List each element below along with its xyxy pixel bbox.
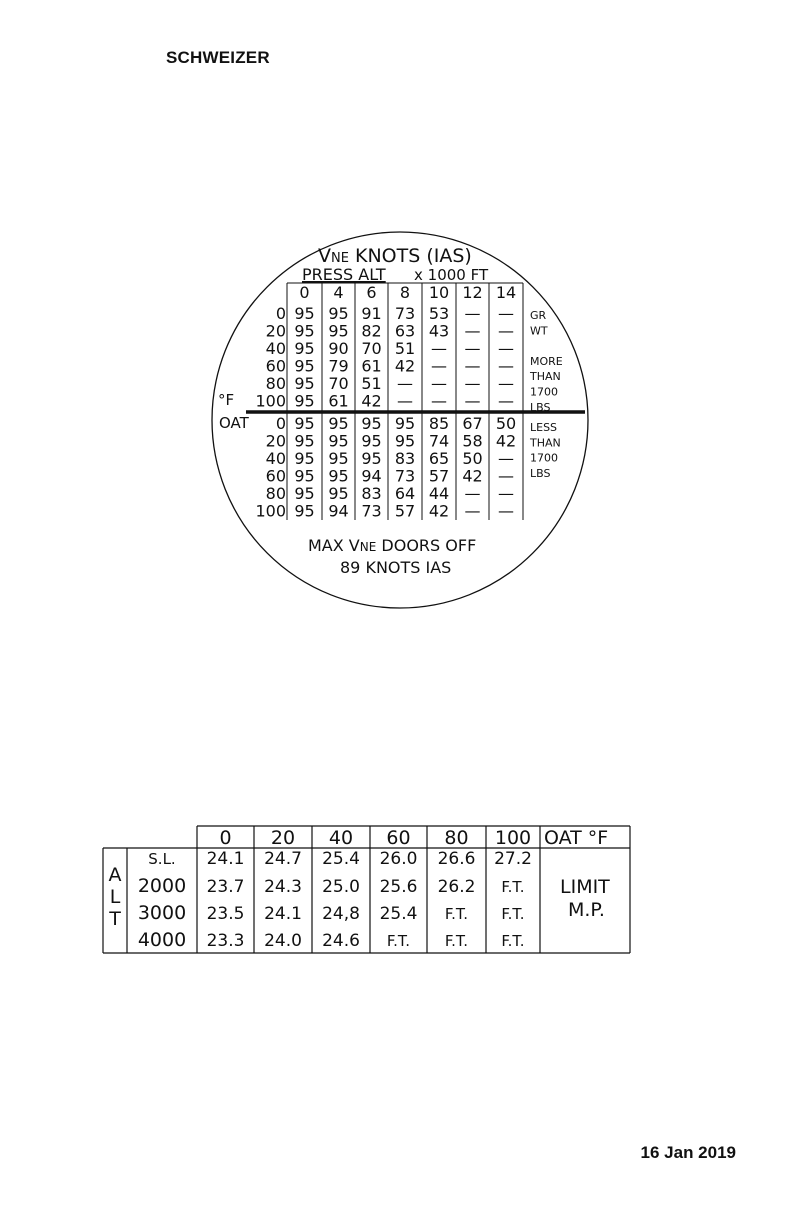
mp-limit-line2: M.P. — [568, 899, 605, 921]
mp-cell: 24.3 — [264, 877, 302, 897]
mp-cell: 24.7 — [264, 849, 302, 869]
vne-cell: 95 — [294, 304, 315, 323]
vne-cell: — — [498, 339, 514, 358]
vne-cell: 42 — [361, 391, 382, 411]
vne-cell: 79 — [328, 356, 349, 376]
vne-cell: 95 — [294, 431, 315, 451]
vne-cell: 42 — [495, 431, 517, 451]
vne-cell: 95 — [328, 466, 349, 486]
vne-cell: 73 — [394, 304, 416, 323]
doors-off-line1: MAX VNE DOORS OFF — [308, 536, 477, 555]
vne-cell: 64 — [394, 484, 416, 503]
weight-label-line: THAN — [530, 436, 561, 450]
vne-cell: 95 — [294, 414, 315, 433]
vne-cell: 95 — [294, 501, 315, 521]
oat-row-label: 80 — [265, 374, 286, 393]
vne-cell: 67 — [462, 414, 483, 433]
footer-date: 16 Jan 2019 — [640, 1143, 736, 1162]
alt-column-header: 0 — [299, 283, 310, 302]
oat-row-label: 60 — [265, 466, 286, 486]
vne-cell: 95 — [328, 321, 349, 341]
vne-cell: 51 — [361, 374, 382, 393]
vne-cell: 95 — [294, 391, 315, 411]
mp-oat-header: OAT °F — [544, 827, 609, 849]
mp-cell: 24.6 — [322, 931, 360, 951]
alt-column-header: 4 — [333, 283, 344, 302]
weight-label-line: GR — [530, 309, 547, 322]
vne-cell: 90 — [328, 339, 349, 358]
mp-cell: 25.4 — [322, 849, 360, 869]
temp-unit-label: °F — [218, 391, 235, 409]
mp-alt-letter: T — [109, 908, 121, 930]
vne-cell: 83 — [394, 449, 416, 468]
mp-cell: 25.6 — [379, 877, 418, 897]
weight-label-line: LBS — [530, 466, 551, 480]
weight-label-line: WT — [530, 324, 548, 338]
vne-cell: 95 — [294, 484, 315, 503]
vne-cell: 53 — [428, 304, 450, 323]
mp-cell: 24.0 — [264, 931, 302, 951]
vne-cell: 61 — [328, 391, 349, 411]
mp-cell: F.T. — [501, 932, 525, 950]
vne-cell: — — [464, 356, 481, 376]
alt-column-header: 12 — [462, 283, 483, 302]
mp-alt-value: S.L. — [148, 850, 176, 868]
vne-cell: — — [397, 391, 413, 411]
vne-cell: 95 — [361, 414, 382, 433]
vne-cell: — — [464, 391, 481, 411]
vne-cell: — — [431, 339, 447, 358]
vne-cell: — — [498, 321, 514, 341]
vne-cell: — — [464, 304, 481, 323]
alt-column-header: 6 — [366, 283, 377, 302]
vne-cell: 95 — [394, 431, 416, 451]
vne-cell: — — [498, 356, 514, 376]
upper-weight-label — [529, 309, 563, 414]
weight-label-line: LESS — [530, 421, 558, 434]
vne-cell: — — [498, 466, 514, 486]
vne-cell: 91 — [361, 304, 382, 323]
header-brand: SCHWEIZER — [166, 48, 270, 67]
vne-cell: 95 — [361, 449, 382, 468]
mp-cell: F.T. — [386, 932, 411, 950]
vne-cell: 83 — [361, 484, 382, 503]
vne-cell: — — [464, 374, 481, 393]
mp-cell: 25.0 — [322, 877, 360, 897]
vne-cell: 42 — [428, 501, 450, 521]
alt-column-header: 10 — [428, 283, 450, 302]
vne-cell: — — [498, 484, 514, 503]
doors-off-line2: 89 KNOTS IAS — [340, 558, 452, 577]
mp-alt-label — [108, 864, 121, 930]
mp-cell: 23.5 — [206, 904, 245, 924]
vne-cell: 73 — [361, 501, 382, 521]
vne-cell: 50 — [462, 449, 483, 468]
vne-cell: 94 — [361, 466, 382, 486]
oat-row-label: 80 — [265, 484, 286, 503]
mp-cell: 24.1 — [206, 849, 245, 869]
vne-cell: — — [464, 339, 481, 358]
press-alt-label: PRESS ALT — [302, 265, 386, 284]
oat-row-label: 20 — [265, 321, 286, 341]
vne-cell: 73 — [394, 466, 416, 486]
weight-label-line: MORE — [530, 354, 563, 368]
mp-cell: F.T. — [444, 932, 469, 950]
vne-cell: 42 — [394, 356, 416, 376]
vne-cell: 70 — [328, 374, 349, 393]
mp-cell: F.T. — [444, 905, 469, 923]
mp-cell: 26.6 — [437, 849, 476, 869]
vne-cell: 95 — [328, 431, 349, 451]
weight-label-line: LBS — [530, 400, 551, 414]
vne-cell: 82 — [361, 321, 382, 341]
vne-cell: 94 — [328, 501, 349, 521]
vne-cell: 95 — [361, 431, 382, 451]
alt-column-header: 14 — [495, 283, 517, 302]
vne-cell: 95 — [328, 304, 349, 323]
vne-cell: — — [431, 391, 447, 411]
oat-row-label: 0 — [275, 304, 286, 323]
vne-cell: 95 — [294, 321, 315, 341]
mp-cell: 27.2 — [494, 849, 532, 869]
mp-alt-letter: A — [108, 864, 122, 886]
vne-cell: — — [464, 484, 481, 503]
upper-section-rows — [255, 304, 514, 411]
weight-label-line: 1700 — [530, 385, 558, 399]
mp-oat-column-header: 80 — [444, 827, 469, 849]
vne-cell: — — [397, 374, 413, 393]
mp-oat-column-header: 0 — [219, 827, 232, 849]
vne-cell: 42 — [462, 466, 483, 486]
mp-cell: 25.4 — [379, 904, 418, 924]
vne-cell: 95 — [294, 374, 315, 393]
vne-cell: 95 — [294, 466, 315, 486]
vne-cell: 61 — [361, 356, 382, 376]
mp-cell: 24.1 — [264, 904, 302, 924]
vne-cell: 57 — [428, 466, 450, 486]
oat-row-label: 20 — [265, 431, 286, 451]
oat-label: OAT — [219, 414, 249, 432]
vne-cell: 95 — [294, 339, 315, 358]
placard-title: VNE KNOTS (IAS) — [318, 245, 472, 267]
vne-cell: 58 — [462, 431, 483, 451]
weight-label-line: THAN — [530, 370, 561, 384]
mp-cell: 26.2 — [437, 877, 476, 897]
vne-cell: 95 — [328, 414, 349, 433]
oat-row-label: 60 — [265, 356, 286, 376]
vne-cell: — — [464, 501, 481, 521]
vne-cell: — — [498, 449, 514, 468]
vne-cell: 43 — [428, 321, 450, 341]
mp-oat-column-header: 60 — [386, 827, 411, 849]
mp-alt-value: 2000 — [137, 875, 187, 897]
oat-row-label: 100 — [255, 501, 286, 521]
oat-row-label: 40 — [265, 339, 286, 358]
vne-cell: — — [498, 374, 514, 393]
mp-oat-column-header: 40 — [328, 827, 354, 849]
mp-cell: 26.0 — [379, 849, 418, 869]
vne-cell: 51 — [394, 339, 416, 358]
mp-cell: F.T. — [501, 905, 525, 923]
vne-cell: 65 — [428, 449, 450, 468]
mp-cell: 24,8 — [322, 904, 360, 924]
vne-cell: 50 — [495, 414, 517, 433]
lower-weight-label — [529, 421, 561, 480]
alt-column-headers — [299, 283, 516, 302]
vne-cell: — — [431, 374, 447, 393]
mp-cell: 23.7 — [206, 877, 245, 897]
vne-cell: 95 — [294, 449, 315, 468]
vne-cell: 57 — [394, 501, 416, 521]
vne-cell: — — [498, 501, 514, 521]
vne-cell: 95 — [394, 414, 416, 433]
oat-row-label: 40 — [265, 449, 286, 468]
vne-cell: — — [464, 321, 481, 341]
vne-cell: 63 — [394, 321, 416, 341]
vne-cell: 85 — [428, 414, 450, 433]
mp-oat-column-headers — [219, 827, 531, 849]
lower-section-rows — [255, 414, 516, 521]
vne-cell: 95 — [328, 449, 349, 468]
mp-alt-value: 3000 — [137, 902, 187, 924]
vne-cell: 44 — [428, 484, 450, 503]
press-alt-unit: x 1000 FT — [414, 266, 489, 284]
mp-cell: 23.3 — [206, 931, 245, 951]
vne-cell: 95 — [328, 484, 349, 503]
weight-label-line: 1700 — [530, 451, 558, 465]
vne-cell: — — [498, 391, 514, 411]
vne-cell: 95 — [294, 356, 315, 376]
alt-column-header: 8 — [399, 283, 411, 302]
mp-oat-column-header: 20 — [270, 827, 296, 849]
mp-limit-line1: LIMIT — [560, 876, 610, 898]
vne-cell: 70 — [361, 339, 382, 358]
mp-oat-column-header: 100 — [494, 827, 532, 849]
oat-row-label: 0 — [275, 414, 286, 433]
oat-row-label: 100 — [255, 391, 286, 411]
mp-alt-letter: L — [109, 886, 121, 908]
mp-limit-table — [100, 820, 640, 960]
mp-alt-value: 4000 — [137, 929, 187, 951]
mp-cell: F.T. — [501, 878, 525, 896]
vne-cell: 74 — [428, 431, 450, 451]
vne-cell: — — [498, 304, 514, 323]
vne-placard — [210, 230, 590, 610]
vne-cell: — — [431, 356, 447, 376]
